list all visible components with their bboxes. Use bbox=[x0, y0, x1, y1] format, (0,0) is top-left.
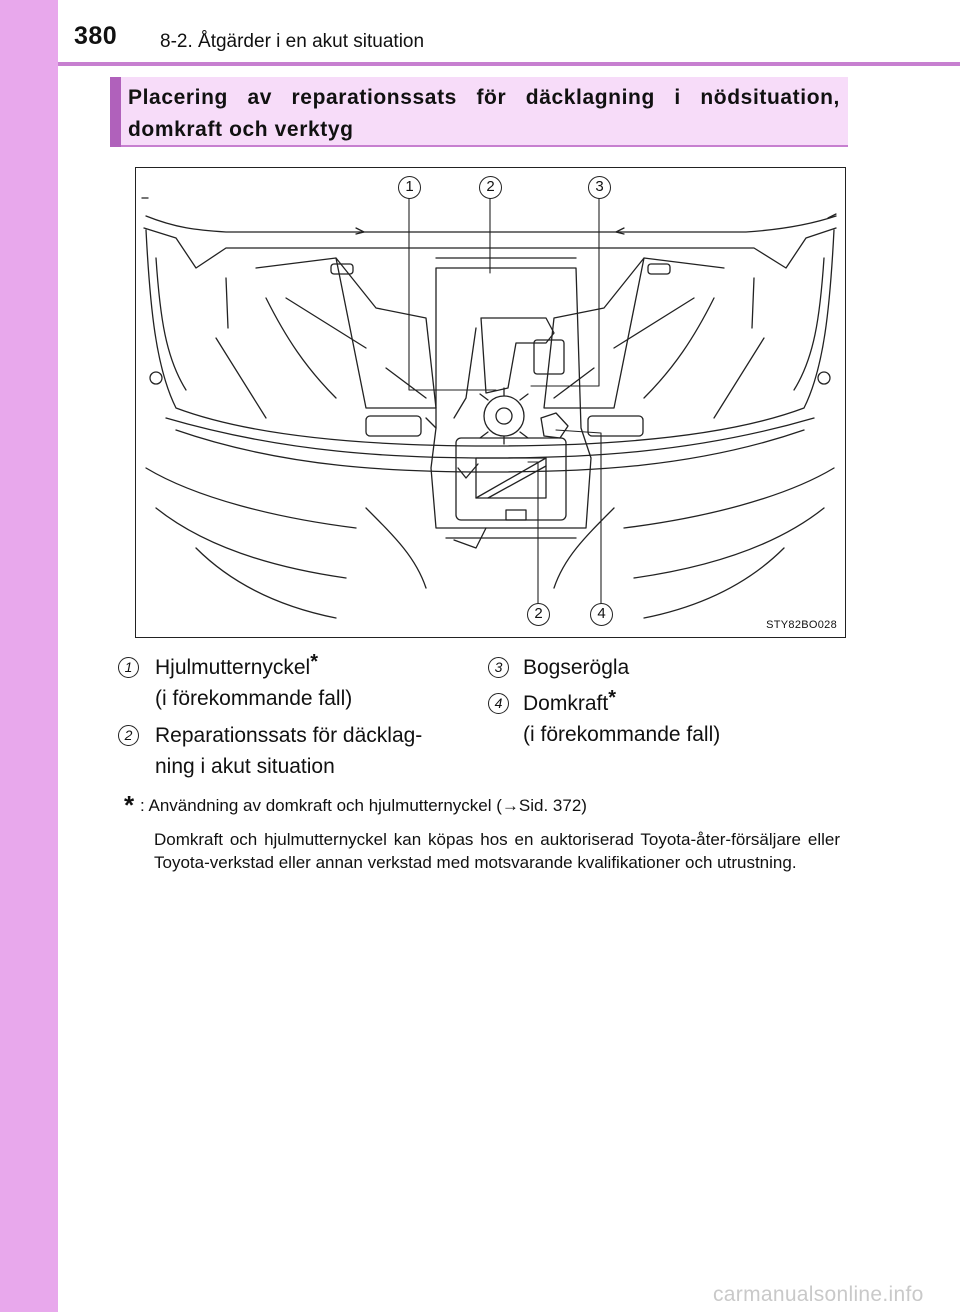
legend-sub-4: (i förekommande fall) bbox=[523, 723, 721, 746]
legend-number-4: 4 bbox=[488, 693, 509, 714]
legend-sub-1: (i förekommande fall) bbox=[155, 687, 353, 710]
legend-item-3 bbox=[523, 652, 629, 683]
legend-label-4: Domkraft bbox=[523, 692, 609, 715]
watermark: carmanualsonline.info bbox=[713, 1283, 924, 1306]
callout-2-bottom: 2 bbox=[527, 603, 550, 626]
legend-item-4 bbox=[523, 688, 720, 750]
footnote-star: * bbox=[124, 790, 135, 820]
trunk-illustration bbox=[135, 167, 846, 638]
legend-number-2: 2 bbox=[118, 725, 139, 746]
legend-number-1: 1 bbox=[118, 657, 139, 678]
legend-label-1: Hjulmutternyckel bbox=[155, 656, 311, 679]
footnote-text-before: : Användning av domkraft och hjulmutternyckel ( bbox=[140, 796, 502, 815]
header-rule bbox=[58, 62, 960, 66]
legend-star-4: * bbox=[608, 687, 616, 709]
footnote bbox=[140, 796, 587, 816]
side-color-strip bbox=[0, 0, 58, 1312]
callout-1: 1 bbox=[398, 176, 421, 199]
legend-label-2: Reparationssats för däcklag- bbox=[155, 724, 423, 747]
arrow-right-icon: → bbox=[501, 796, 519, 815]
purchase-note: Domkraft och hjulmutternyckel kan köpas hos en auktoriserad Toyota-åter-försäljare eller Toyota-verkstad eller annan verkstad med motsvarande kvalifikationer och utrustning. bbox=[154, 830, 840, 872]
callout-3: 3 bbox=[588, 176, 611, 199]
legend-number-3: 3 bbox=[488, 657, 509, 678]
legend-item-2 bbox=[155, 720, 463, 782]
callout-4: 4 bbox=[590, 603, 613, 626]
page-number: 380 bbox=[74, 22, 118, 50]
legend-item-1 bbox=[155, 652, 352, 714]
section-title: Placering av reparationssats för däcklagning i nödsituation, domkraft och verktyg bbox=[128, 86, 840, 141]
callout-2: 2 bbox=[479, 176, 502, 199]
section-title-accent bbox=[110, 77, 121, 147]
legend-label-3: Bogserögla bbox=[523, 656, 630, 679]
legend-star-1: * bbox=[310, 651, 319, 673]
figure-code: STY82BO028 bbox=[766, 619, 837, 631]
chapter-heading: 8-2. Åtgärder i en akut situation bbox=[160, 31, 425, 52]
trunk-line-drawing bbox=[136, 168, 844, 636]
page-reference-link[interactable]: Sid. 372) bbox=[518, 796, 587, 815]
legend-sub-2: ning i akut situation bbox=[155, 755, 335, 778]
